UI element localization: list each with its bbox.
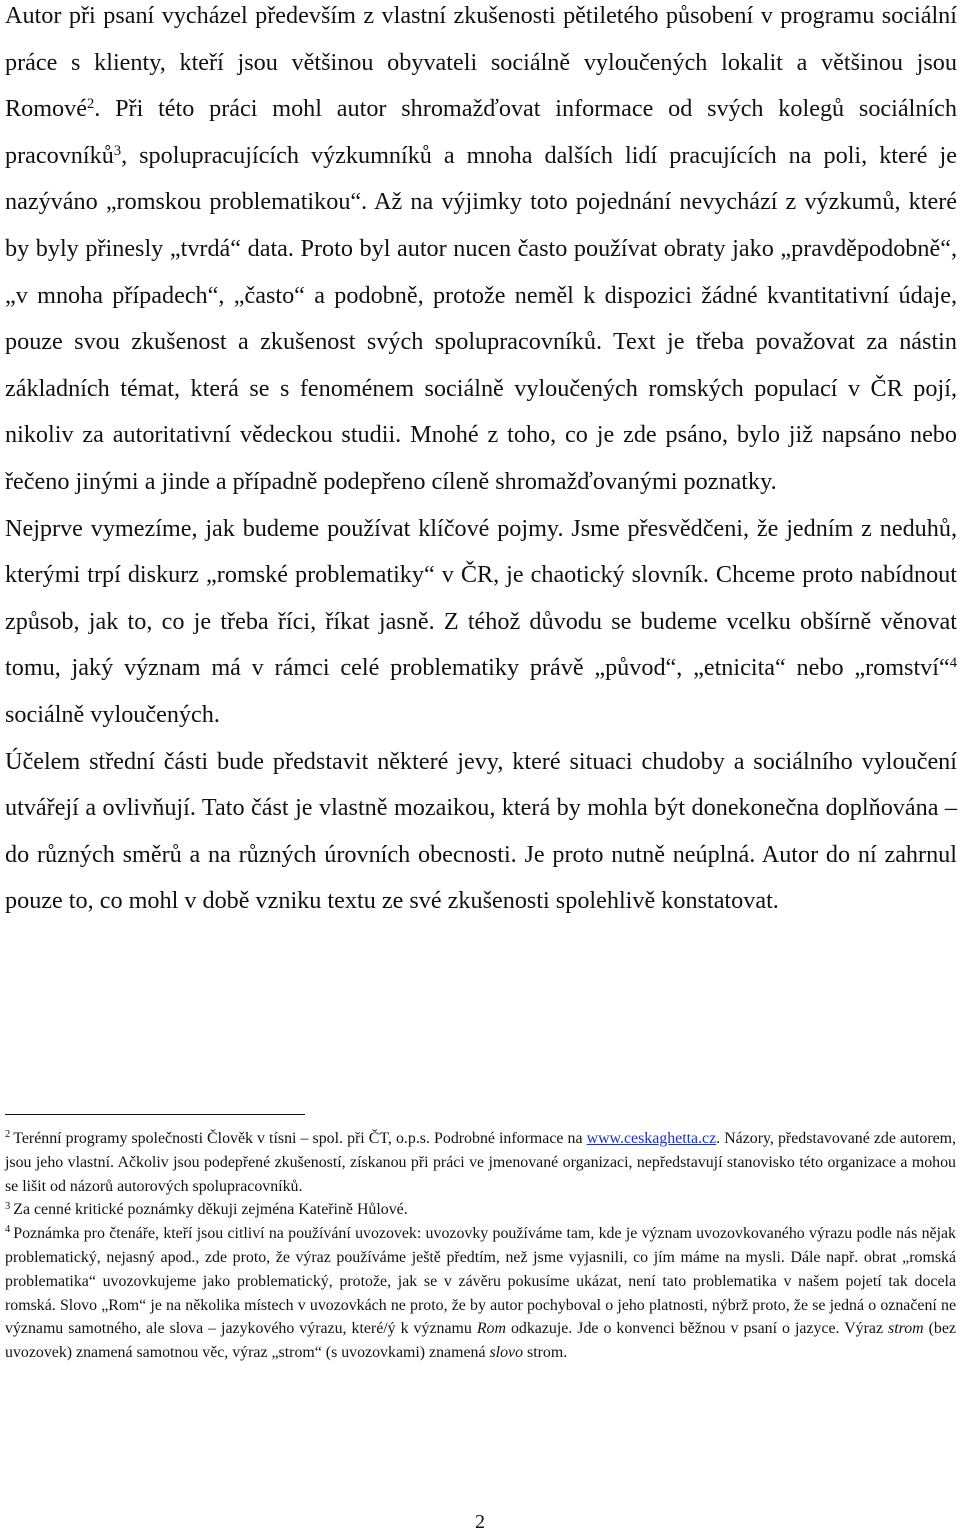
footnote-text: odkazuje. Jde o konvenci běžnou v psaní o jazyce. Výraz <box>505 1320 889 1338</box>
italic-term: Rom <box>476 1320 506 1338</box>
italic-term: strom <box>888 1320 924 1338</box>
footnote-4 <box>5 1222 956 1365</box>
footnote-2 <box>5 1127 956 1198</box>
footnote-text: (bez uvozovek) znamená samotnou věc, výraz „strom“ (s uvozovkami) znamená <box>5 1320 956 1362</box>
footnote-text: Za cenné kritické poznámky děkuji zejména Kateřině Hůlové. <box>13 1201 408 1219</box>
paragraph-terms <box>5 506 957 739</box>
footnote-number: 4 <box>5 1224 11 1236</box>
main-text <box>5 0 957 925</box>
footnote-number: 2 <box>5 1129 11 1141</box>
paragraph-text: . Při této práci mohl autor shromažďovat informace od svých kolegů sociálních pracovníků <box>5 95 957 169</box>
italic-term: slovo <box>489 1344 524 1362</box>
footnote-reference: 4 <box>949 655 957 672</box>
website-link[interactable]: www.ceskaghetta.cz <box>586 1130 717 1147</box>
footnote-text: Poznámka pro čtenáře, kteří jsou citliví na používání uvozovek: uvozovky používáme tam, kde je význam uvozovkovaného výrazu podle nás nějak problematický, nejasný apod., zde proto, že výraz používáme ještě předtím, než jsme vyjasnili, co jím máme na mysli. Dále např. obrat „romská problematika“ uvozovkujeme jako problematický, protože, jak se v závěru pokusíme ukázat, není tato problematika v našem pojetí tak docela romská. Slovo „Rom“ je na několika místech v uvozovkách ne proto, že by autor pochyboval o jeho platnosti, nýbrž proto, že se jedná o označení ne významu samotného, ale slova – jazykového výrazu, které/ý k významu <box>5 1225 956 1338</box>
paragraph-text: , spolupracujících výzkumníků a mnoha dalších lidí pracujících na poli, které je nazýváno „romskou problematikou“. Až na výjimky toto pojednání nevychází z výzkumů, které by byly přinesly „tvrdá“ data. Proto byl autor nucen často používat obraty jako „pravděpodobně“, „v mnoha případech“, „často“ a podobně, protože neměl k dispozici žádné kvantitativní údaje, pouze svou zkušenost a zkušenost svých spolupracovníků. Text je třeba považovat za nástin základních témat, která se s fenoménem sociálně vyloučených romských populací v ČR pojí, nikoliv za autoritativní vědeckou studii. Mnohé z toho, co je zde psáno, bylo již napsáno nebo řečeno jinými a jinde a případně podepřeno cíleně shromažďovanými poznatky. <box>5 141 957 495</box>
paragraph-intro <box>5 0 957 506</box>
footnotes <box>5 1127 956 1365</box>
paragraph-text: Autor při psaní vycházel především z vlastní zkušenosti pětiletého působení v programu sociální práce s klienty, kteří jsou většinou obyvateli sociálně vyloučených lokalit a většinou jsou Romové <box>5 2 957 123</box>
footnote-reference: 2 <box>86 96 95 113</box>
paragraph-text: sociálně vyloučených. <box>5 700 220 728</box>
footnote-separator <box>5 1114 305 1115</box>
footnote-reference: 3 <box>113 142 122 159</box>
page-number: 2 <box>475 1511 485 1533</box>
footnote-text: . Názory, představované zde autorem, jsou jeho vlastní. Ačkoliv jsou podepřené zkušeností, získanou při práci ve jmenované organizaci, nepředstavují stanovisko této organizace a mohou se lišit od názorů autorových spolupracovníků. <box>5 1130 956 1195</box>
footnote-text: Terénní programy společnosti Člověk v tísni – spol. při ČT, o.p.s. Podrobné informace na <box>13 1130 587 1147</box>
footnote-3 <box>5 1198 956 1222</box>
footnote-number: 3 <box>5 1200 11 1212</box>
paragraph-text: Nejprve vymezíme, jak budeme používat klíčové pojmy. Jsme přesvědčeni, že jedním z neduhů, kterými trpí diskurz „romské problematiky“ v ČR, je chaotický slovník. Chceme proto nabídnout způsob, jak to, co je třeba říci, říkat jasně. Z téhož důvodu se budeme vcelku obšírně věnovat tomu, jaký význam má v rámci celé problematiky právě „původ“, „etnicita“ nebo „romství“ <box>5 514 957 682</box>
footnote-text: strom. <box>523 1344 568 1362</box>
paragraph-purpose: Účelem střední části bude představit některé jevy, které situaci chudoby a sociálního vyloučení utvářejí a ovlivňují. Tato část je vlastně mozaikou, která by mohla být donekonečna doplňována – do různých směrů a na různých úrovních obecnosti. Je proto nutně neúplná. Autor do ní zahrnul pouze to, co mohl v době vzniku textu ze své zkušenosti spolehlivě konstatovat. <box>5 747 957 915</box>
